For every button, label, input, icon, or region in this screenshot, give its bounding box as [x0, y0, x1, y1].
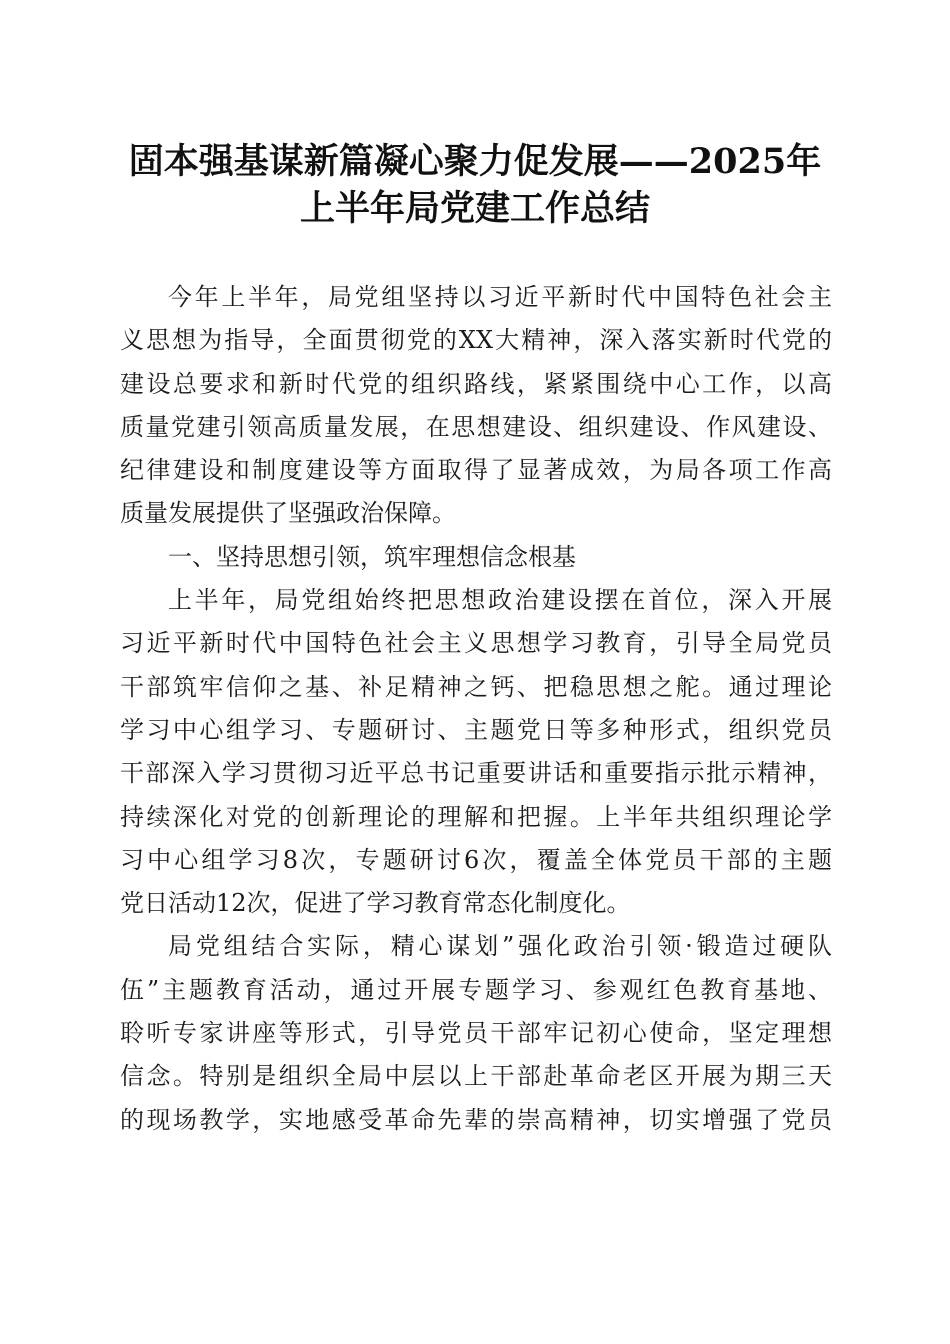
paragraph-2-line-5: 干部深入学习贯彻习近平总书记重要讲话和重要指示批示精神，	[120, 759, 832, 788]
paragraph-1-line-3: 建设总要求和新时代党的组织路线，紧紧围绕中心工作，以高	[120, 369, 832, 398]
paragraph-1-line-5: 纪律建设和制度建设等方面取得了显著成效，为局各项工作高	[120, 456, 832, 485]
section-heading-1: 一、坚持思想引领，筑牢理想信念根基	[168, 542, 576, 571]
paragraph-3-line-5: 的现场教学，实地感受革命先辈的崇高精神，切实增强了党员	[120, 1105, 832, 1134]
paragraph-2-line-1: 上半年，局党组始终把思想政治建设摆在首位，深入开展	[168, 586, 832, 615]
paragraph-3-line-2: 伍”主题教育活动，通过开展专题学习、参观红色教育基地、	[120, 975, 832, 1004]
paragraph-1-line-4: 质量党建引领高质量发展，在思想建设、组织建设、作风建设、	[120, 412, 832, 441]
paragraph-2-line-4: 学习中心组学习、专题研讨、主题党日等多种形式，组织党员	[120, 715, 832, 744]
paragraph-3-line-3: 聆听专家讲座等形式，引导党员干部牢记初心使命，坚定理想	[120, 1019, 832, 1048]
document-body	[120, 276, 832, 1142]
paragraph-2-line-3: 干部筑牢信仰之基、补足精神之钙、把稳思想之舵。通过理论	[120, 672, 832, 701]
paragraph-3-line-1: 局党组结合实际，精心谋划”强化政治引领·锻造过硬队	[168, 932, 832, 961]
paragraph-1-line-2: 义思想为指导，全面贯彻党的XX大精神，深入落实新时代党的	[120, 326, 832, 355]
paragraph-2-line-8: 党日活动12次，促进了学习教育常态化制度化。	[120, 889, 631, 918]
paragraph-2-line-2: 习近平新时代中国特色社会主义思想学习教育，引导全局党员	[120, 629, 832, 658]
paragraph-3-line-4: 信念。特别是组织全局中层以上干部赴革命老区开展为期三天	[120, 1062, 832, 1091]
document-title-line-1: 固本强基谋新篇凝心聚力促发展——2025年	[128, 141, 822, 182]
document-title-line-2: 上半年局党建工作总结	[299, 188, 650, 229]
paragraph-2-line-6: 持续深化对党的创新理论的理解和把握。上半年共组织理论学	[120, 802, 832, 831]
paragraph-1-line-6: 质量发展提供了坚强政治保障。	[120, 499, 456, 528]
paragraph-1-line-1: 今年上半年，局党组坚持以习近平新时代中国特色社会主	[168, 283, 832, 311]
paragraph-2-line-7: 习中心组学习8次，专题研讨6次，覆盖全体党员干部的主题	[120, 845, 832, 874]
